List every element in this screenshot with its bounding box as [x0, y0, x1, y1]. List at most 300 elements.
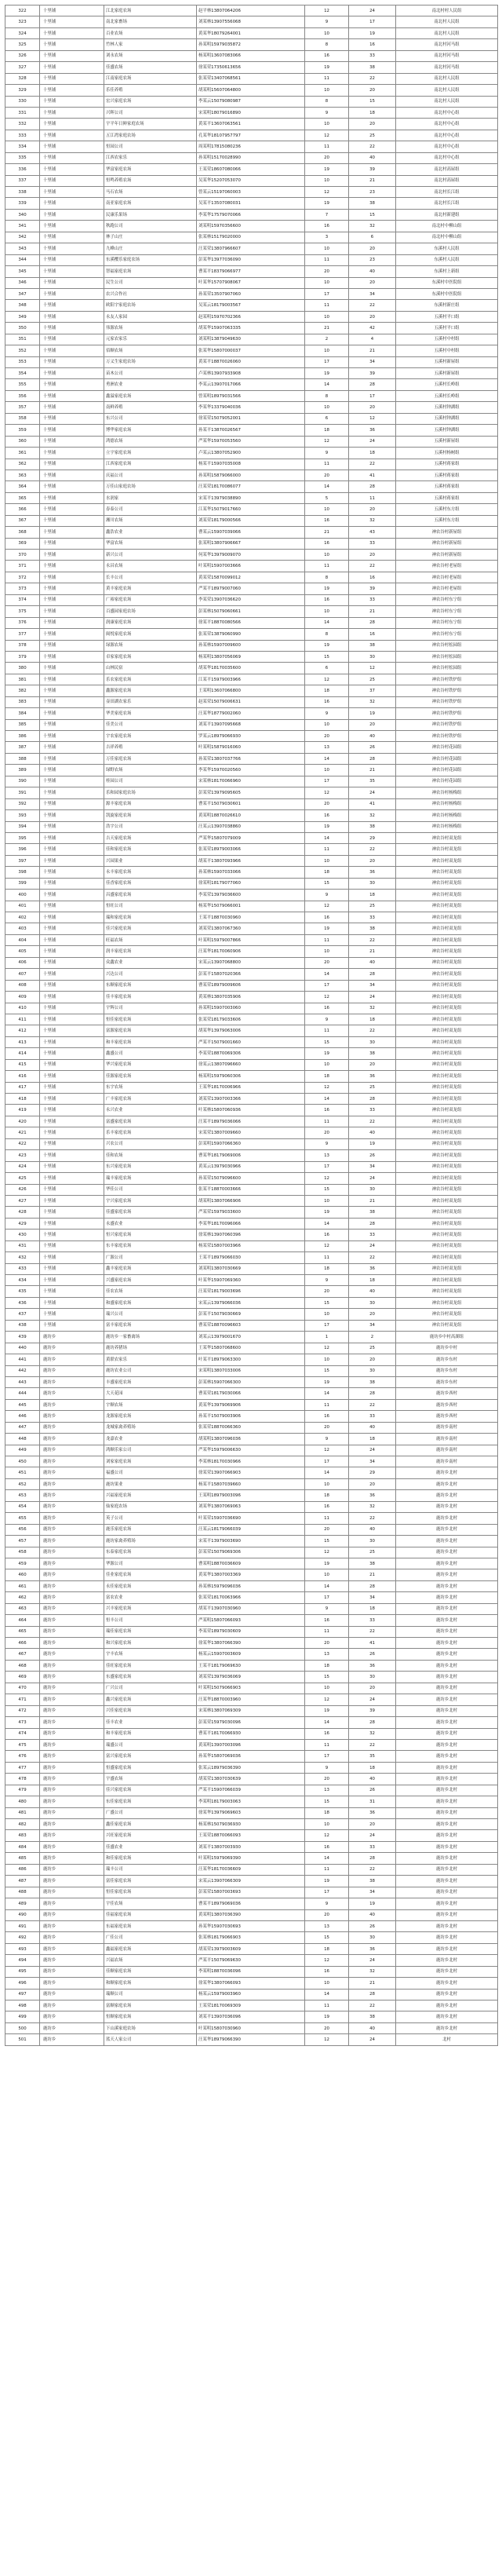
farm-name-cell: 黄联农家乐	[104, 1354, 197, 1365]
contact-cell: 彭某明15907066360	[197, 1138, 305, 1149]
farm-name-cell: 立宇家庭农场	[104, 448, 197, 459]
count-a-cell: 13	[305, 1920, 349, 1931]
count-a-cell: 20	[305, 152, 349, 163]
farm-name-cell: 华富农场	[104, 538, 197, 549]
count-b-cell: 15	[349, 96, 396, 107]
location-cell: 神农谷村双龙组	[396, 1071, 498, 1082]
location-cell: 东溪村人民组	[396, 254, 498, 265]
farm-name-cell: 龙源家庭农场	[104, 1411, 197, 1422]
table-row	[5, 39, 498, 50]
farm-name-cell: 瑞和家庭农场	[104, 912, 197, 923]
count-a-cell: 10	[305, 402, 349, 413]
count-a-cell: 11	[305, 1739, 349, 1750]
count-b-cell: 25	[349, 901, 396, 912]
farm-name-cell: 鑫福家庭农场	[104, 1943, 197, 1954]
contact-cell: 杨某平15807039660	[197, 1478, 305, 1489]
count-b-cell: 36	[349, 1071, 396, 1082]
table-row	[5, 470, 498, 480]
count-a-cell: 6	[305, 663, 349, 674]
table-row	[5, 1218, 498, 1229]
count-a-cell: 11	[305, 254, 349, 265]
location-cell: 鹿坊乡北村	[396, 1672, 498, 1683]
location-cell: 东溪村中医院组	[396, 288, 498, 299]
row-number-cell: 421	[5, 1127, 40, 1138]
row-number-cell: 380	[5, 663, 40, 674]
row-number-cell: 471	[5, 1694, 40, 1705]
count-b-cell: 25	[349, 130, 396, 141]
contact-cell: 张某平18870003666	[197, 1184, 305, 1195]
row-number-cell: 354	[5, 368, 40, 379]
contact-cell: 李某华15970020560	[197, 765, 305, 776]
row-number-cell: 482	[5, 1819, 40, 1830]
contact-cell: 徐某华13807066390	[197, 1638, 305, 1649]
table-row	[5, 1785, 498, 1796]
town-cell: 十里铺	[40, 878, 104, 889]
town-cell: 十里铺	[40, 550, 104, 561]
town-cell: 十里铺	[40, 96, 104, 107]
contact-cell: 杨某明13607083066	[197, 50, 305, 61]
table-row	[5, 1048, 498, 1059]
table-row	[5, 1547, 498, 1558]
contact-cell: 张某荣18870066360	[197, 1422, 305, 1433]
count-a-cell: 11	[305, 561, 349, 572]
table-row	[5, 130, 498, 141]
row-number-cell: 481	[5, 1807, 40, 1818]
contact-cell: 彭某林15079060661	[197, 606, 305, 617]
contact-cell: 胡某平13807093966	[197, 855, 305, 866]
count-b-cell: 24	[349, 436, 396, 447]
count-b-cell: 28	[349, 617, 396, 628]
count-a-cell: 13	[305, 1150, 349, 1161]
location-cell: 神农谷村新屋组	[396, 538, 498, 549]
count-b-cell: 40	[349, 1286, 396, 1297]
count-a-cell: 16	[305, 515, 349, 526]
count-b-cell: 22	[349, 561, 396, 572]
farm-name-cell: 华兴家庭农场	[104, 1059, 197, 1070]
table-row	[5, 1569, 498, 1580]
town-cell: 十里铺	[40, 1116, 104, 1127]
row-number-cell: 392	[5, 798, 40, 809]
contact-cell: 宋某平13979003690	[197, 1536, 305, 1547]
location-cell: 鹿坊乡北村	[396, 1467, 498, 1478]
contact-cell: 吴某云18179003567	[197, 300, 305, 311]
town-cell: 十里铺	[40, 561, 104, 572]
contact-cell: 彭某荣15079069306	[197, 1547, 305, 1558]
location-cell: 南北村人民组	[396, 27, 498, 38]
count-b-cell: 39	[349, 583, 396, 594]
location-cell: 鹿坊乡南村	[396, 1422, 498, 1433]
location-cell: 五溪村长岭组	[396, 379, 498, 390]
farm-name-cell: 宇盛农场	[104, 1774, 197, 1785]
contact-cell: 曹某平18979069036	[197, 1898, 305, 1909]
count-a-cell: 20	[305, 1286, 349, 1297]
farm-name-cell: 东溪樱乐家庭农场	[104, 254, 197, 265]
row-number-cell: 417	[5, 1082, 40, 1093]
count-b-cell: 26	[349, 1649, 396, 1660]
count-a-cell: 11	[305, 934, 349, 945]
contact-cell: 胡某荣13807030639	[197, 1774, 305, 1785]
count-b-cell: 22	[349, 2001, 396, 2011]
table-row	[5, 946, 498, 957]
count-a-cell: 19	[305, 62, 349, 73]
town-cell: 十里铺	[40, 1161, 104, 1172]
location-cell: 鹿坊乡中村	[396, 1343, 498, 1354]
town-cell: 十里铺	[40, 1275, 104, 1286]
town-cell: 十里铺	[40, 345, 104, 356]
count-a-cell: 10	[305, 946, 349, 957]
contact-cell: 徐某华13979069603	[197, 1807, 305, 1818]
town-cell: 鹿坊乡	[40, 1388, 104, 1399]
location-cell: 南北村河马组	[396, 50, 498, 61]
location-cell: 神农谷村松园组	[396, 651, 498, 662]
town-cell: 十里铺	[40, 141, 104, 152]
farm-name-cell: 凯旋家庭农场	[104, 810, 197, 821]
table-row	[5, 1580, 498, 1591]
farm-name-cell: 春泰公司	[104, 504, 197, 515]
location-cell: 神农谷村双龙组	[396, 912, 498, 923]
contact-cell: 曾某云15197060003	[197, 187, 305, 198]
table-row	[5, 1932, 498, 1943]
count-b-cell: 22	[349, 1864, 396, 1875]
count-b-cell: 32	[349, 1728, 396, 1739]
count-a-cell: 9	[305, 1014, 349, 1025]
town-cell: 鹿坊乡	[40, 2022, 104, 2033]
count-a-cell: 11	[305, 1025, 349, 1036]
farm-name-cell: 兴盛家庭农场	[104, 1275, 197, 1286]
row-number-cell: 427	[5, 1195, 40, 1206]
town-cell: 鹿坊乡	[40, 1490, 104, 1501]
table-row	[5, 912, 498, 923]
farm-name-cell: 长丰公司	[104, 572, 197, 583]
contact-cell: 严某荣15979033600	[197, 1207, 305, 1218]
table-row	[5, 810, 498, 821]
farm-name-cell: 民生公司	[104, 277, 197, 288]
contact-cell: 江某平15979003966	[197, 674, 305, 685]
town-cell: 十里铺	[40, 844, 104, 855]
count-a-cell: 12	[305, 1082, 349, 1093]
farm-name-cell: 欧阳宇家庭农场	[104, 300, 197, 311]
contact-cell: 曹某荣18870096603	[197, 1320, 305, 1331]
contact-cell: 汪某荣18170086077	[197, 481, 305, 492]
farm-name-cell: 和丰家庭农场	[104, 1728, 197, 1739]
row-number-cell: 457	[5, 1536, 40, 1547]
count-a-cell: 10	[305, 1819, 349, 1830]
row-number-cell: 344	[5, 254, 40, 265]
farm-name-cell: 富农农业	[104, 1592, 197, 1603]
town-cell: 十里铺	[40, 901, 104, 912]
row-number-cell: 422	[5, 1138, 40, 1149]
count-a-cell: 19	[305, 1048, 349, 1059]
count-a-cell: 20	[305, 470, 349, 480]
count-a-cell: 15	[305, 1672, 349, 1683]
row-number-cell: 387	[5, 742, 40, 753]
farm-name-cell: 恒佳家庭农场	[104, 1887, 197, 1898]
count-b-cell: 40	[349, 1422, 396, 1433]
location-cell: 神农谷村双龙组	[396, 1025, 498, 1036]
row-number-cell: 407	[5, 969, 40, 980]
count-a-cell: 14	[305, 969, 349, 980]
contact-cell: 李某华13379040036	[197, 402, 305, 413]
farm-name-cell: 兴旺家庭农场	[104, 1830, 197, 1841]
row-number-cell: 409	[5, 992, 40, 1003]
farm-name-cell: 兴农公司	[104, 1138, 197, 1149]
town-cell: 十里铺	[40, 425, 104, 436]
location-cell: 鹿坊乡北村	[396, 1785, 498, 1796]
town-cell: 十里铺	[40, 980, 104, 991]
town-cell: 十里铺	[40, 787, 104, 798]
count-b-cell: 20	[349, 1354, 396, 1365]
location-cell: 神农谷村双龙组	[396, 1173, 498, 1184]
count-b-cell: 16	[349, 572, 396, 583]
row-number-cell: 463	[5, 1603, 40, 1614]
farm-name-cell: 瑞顺公司	[104, 1989, 197, 2000]
row-number-cell: 489	[5, 1898, 40, 1909]
town-cell: 十里铺	[40, 867, 104, 878]
town-cell: 十里铺	[40, 470, 104, 480]
location-cell: 鹿坊乡南村	[396, 1445, 498, 1456]
farm-name-cell: 东丰家庭农场	[104, 1240, 197, 1251]
row-number-cell: 326	[5, 50, 40, 61]
contact-cell: 汪某云18179066039	[197, 1524, 305, 1535]
town-cell: 鹿坊乡	[40, 1989, 104, 2000]
town-cell: 十里铺	[40, 266, 104, 277]
contact-cell: 王某明13607066800	[197, 685, 305, 696]
table-row	[5, 1138, 498, 1149]
count-b-cell: 34	[349, 980, 396, 991]
location-cell: 鹿坊乡北村	[396, 1580, 498, 1591]
row-number-cell: 485	[5, 1853, 40, 1864]
farm-name-cell: 瑞丰公司	[104, 1864, 197, 1875]
count-a-cell: 20	[305, 731, 349, 742]
contact-cell: 李某林18170030966	[197, 1456, 305, 1467]
count-b-cell: 28	[349, 1717, 396, 1728]
table-row	[5, 187, 498, 198]
row-number-cell: 438	[5, 1320, 40, 1331]
count-a-cell: 16	[305, 538, 349, 549]
count-a-cell: 12	[305, 1547, 349, 1558]
contact-cell: 孙某明15879066000	[197, 470, 305, 480]
location-cell: 神农谷村双龙组	[396, 1138, 498, 1149]
row-number-cell: 478	[5, 1774, 40, 1785]
farm-name-cell: 元家农家乐	[104, 334, 197, 345]
location-cell: 鹿坊乡北村	[396, 1603, 498, 1614]
count-a-cell: 20	[305, 1127, 349, 1138]
row-number-cell: 347	[5, 288, 40, 299]
count-a-cell: 11	[305, 459, 349, 470]
table-row	[5, 1887, 498, 1898]
count-a-cell: 13	[305, 742, 349, 753]
count-b-cell: 30	[349, 1536, 396, 1547]
row-number-cell: 340	[5, 209, 40, 220]
location-cell: 神农谷村双龙组	[396, 1297, 498, 1308]
town-cell: 十里铺	[40, 1094, 104, 1105]
row-number-cell: 338	[5, 187, 40, 198]
table-row	[5, 708, 498, 719]
count-b-cell: 16	[349, 39, 396, 50]
contact-cell: 曹某华18179069006	[197, 1150, 305, 1161]
table-row	[5, 73, 498, 84]
row-number-cell: 376	[5, 617, 40, 628]
count-a-cell: 20	[305, 957, 349, 968]
count-a-cell: 19	[305, 923, 349, 934]
count-b-cell: 20	[349, 550, 396, 561]
farm-name-cell: 丰盛家庭农场	[104, 1376, 197, 1387]
town-cell: 十里铺	[40, 243, 104, 254]
contact-cell: 王某平18179069630	[197, 1660, 305, 1671]
contact-cell: 孙某平15079003906	[197, 1411, 305, 1422]
location-cell: 神农谷村花园组	[396, 765, 498, 776]
row-number-cell: 476	[5, 1751, 40, 1762]
table-row	[5, 221, 498, 232]
contact-cell: 严某华15979006630	[197, 1445, 305, 1456]
table-row	[5, 969, 498, 980]
count-b-cell: 28	[349, 753, 396, 764]
count-a-cell: 11	[305, 1626, 349, 1637]
count-b-cell: 38	[349, 821, 396, 832]
count-b-cell: 2	[349, 1332, 396, 1343]
farm-name-cell: 庆福公司	[104, 470, 197, 480]
count-b-cell: 24	[349, 5, 396, 16]
count-b-cell: 20	[349, 504, 396, 515]
row-number-cell: 445	[5, 1399, 40, 1410]
count-b-cell: 19	[349, 27, 396, 38]
farm-name-cell: 恒佳家庭农场	[104, 1014, 197, 1025]
table-row	[5, 1161, 498, 1172]
count-b-cell: 18	[349, 1275, 396, 1286]
farm-name-cell: 乐丰家庭农场	[104, 1127, 197, 1138]
row-number-cell: 401	[5, 901, 40, 912]
contact-cell: 胡某荣13979003609	[197, 1943, 305, 1954]
count-b-cell: 33	[349, 50, 396, 61]
count-a-cell: 10	[305, 119, 349, 130]
count-b-cell: 23	[349, 187, 396, 198]
table-row	[5, 923, 498, 934]
contact-cell: 孙某平13870026567	[197, 425, 305, 436]
contact-cell: 彭某荣15979030096	[197, 1717, 305, 1728]
town-cell: 十里铺	[40, 810, 104, 821]
count-b-cell: 22	[349, 1626, 396, 1637]
table-row	[5, 1230, 498, 1240]
location-cell: 神农谷村杨梅组	[396, 787, 498, 798]
location-cell: 南北村村人民组	[396, 5, 498, 16]
count-b-cell: 22	[349, 141, 396, 152]
town-cell: 十里铺	[40, 311, 104, 322]
town-cell: 十里铺	[40, 832, 104, 843]
location-cell: 南北村河马组	[396, 39, 498, 50]
table-row	[5, 617, 498, 628]
farm-name-cell: 佳顺家庭农场	[104, 1966, 197, 1977]
contact-cell: 杨某明15979060306	[197, 1071, 305, 1082]
location-cell: 五溪村钟湖组	[396, 425, 498, 436]
contact-cell: 彭某荣15807003693	[197, 1887, 305, 1898]
farm-name-cell: 鹿乐家庭农场	[104, 1524, 197, 1535]
count-a-cell: 9	[305, 1603, 349, 1614]
farm-name-cell: 南亚家庭农场	[104, 198, 197, 209]
table-row	[5, 1263, 498, 1274]
farm-name-cell: 宇辉公司	[104, 1003, 197, 1014]
row-number-cell: 488	[5, 1887, 40, 1898]
count-b-cell: 20	[349, 243, 396, 254]
row-number-cell: 453	[5, 1490, 40, 1501]
row-number-cell: 386	[5, 731, 40, 742]
row-number-cell: 372	[5, 572, 40, 583]
count-b-cell: 26	[349, 742, 396, 753]
farm-name-cell: 龙嘉农业	[104, 1434, 197, 1445]
row-number-cell: 343	[5, 243, 40, 254]
town-cell: 十里铺	[40, 232, 104, 243]
row-number-cell: 432	[5, 1252, 40, 1263]
count-a-cell: 17	[305, 980, 349, 991]
farm-name-cell: 鸿顺乐家公司	[104, 1445, 197, 1456]
contact-cell: 汪某荣13807966607	[197, 243, 305, 254]
location-cell: 神农谷村双龙组	[396, 1286, 498, 1297]
count-b-cell: 25	[349, 1547, 396, 1558]
contact-cell: 王某华15807068600	[197, 1343, 305, 1354]
farm-name-cell: 华美家庭农场	[104, 708, 197, 719]
farm-name-cell: 五江湾家庭农场	[104, 130, 197, 141]
town-cell: 十里铺	[40, 1263, 104, 1274]
contact-cell: 李某云15079080987	[197, 96, 305, 107]
contact-cell: 孙某林15979096036	[197, 1580, 305, 1591]
contact-cell: 刘某平13807003930	[197, 1841, 305, 1852]
table-row	[5, 1909, 498, 1920]
table-row	[5, 1966, 498, 1977]
row-number-cell: 325	[5, 39, 40, 50]
table-row	[5, 288, 498, 299]
town-cell: 十里铺	[40, 798, 104, 809]
location-cell: 鹿坊乡北村	[396, 1501, 498, 1512]
count-a-cell: 10	[305, 1478, 349, 1489]
contact-cell: 刘某平13907095668	[197, 719, 305, 730]
town-cell: 十里铺	[40, 583, 104, 594]
farm-name-cell: 兴佳家庭农场	[104, 1705, 197, 1716]
location-cell: 五溪村新屋组	[396, 368, 498, 379]
row-number-cell: 381	[5, 674, 40, 685]
town-cell: 十里铺	[40, 62, 104, 73]
row-number-cell: 398	[5, 867, 40, 878]
count-a-cell: 14	[305, 617, 349, 628]
contact-cell: 宋某林18170066960	[197, 776, 305, 787]
contact-cell: 吴某华15207053070	[197, 175, 305, 186]
count-a-cell: 16	[305, 50, 349, 61]
town-cell: 鹿坊乡	[40, 1864, 104, 1875]
count-a-cell: 16	[305, 1615, 349, 1626]
location-cell: 神农谷村双龙组	[396, 1195, 498, 1206]
town-cell: 十里铺	[40, 1218, 104, 1229]
row-number-cell: 456	[5, 1524, 40, 1535]
farm-name-cell: 鸿德农场	[104, 436, 197, 447]
count-a-cell: 14	[305, 1717, 349, 1728]
table-row	[5, 1388, 498, 1399]
location-cell: 鹿坊乡北村	[396, 2022, 498, 2033]
town-cell: 十里铺	[40, 492, 104, 503]
row-number-cell: 465	[5, 1626, 40, 1637]
contact-cell: 黄某明18870026610	[197, 810, 305, 821]
row-number-cell: 332	[5, 119, 40, 130]
count-a-cell: 18	[305, 425, 349, 436]
row-number-cell: 335	[5, 152, 40, 163]
row-number-cell: 333	[5, 130, 40, 141]
farm-name-cell: 佳丰农业	[104, 1717, 197, 1728]
town-cell: 十里铺	[40, 855, 104, 866]
farm-name-cell: 富顺家庭农场	[104, 2001, 197, 2011]
location-cell: 鹿坊乡北村	[396, 1728, 498, 1739]
count-b-cell: 40	[349, 1127, 396, 1138]
contact-cell: 李某荣13979036600	[197, 890, 305, 901]
contact-cell: 宋某云13979066036	[197, 1297, 305, 1308]
table-row	[5, 1309, 498, 1320]
contact-cell: 黄某明13807036390	[197, 1909, 305, 1920]
